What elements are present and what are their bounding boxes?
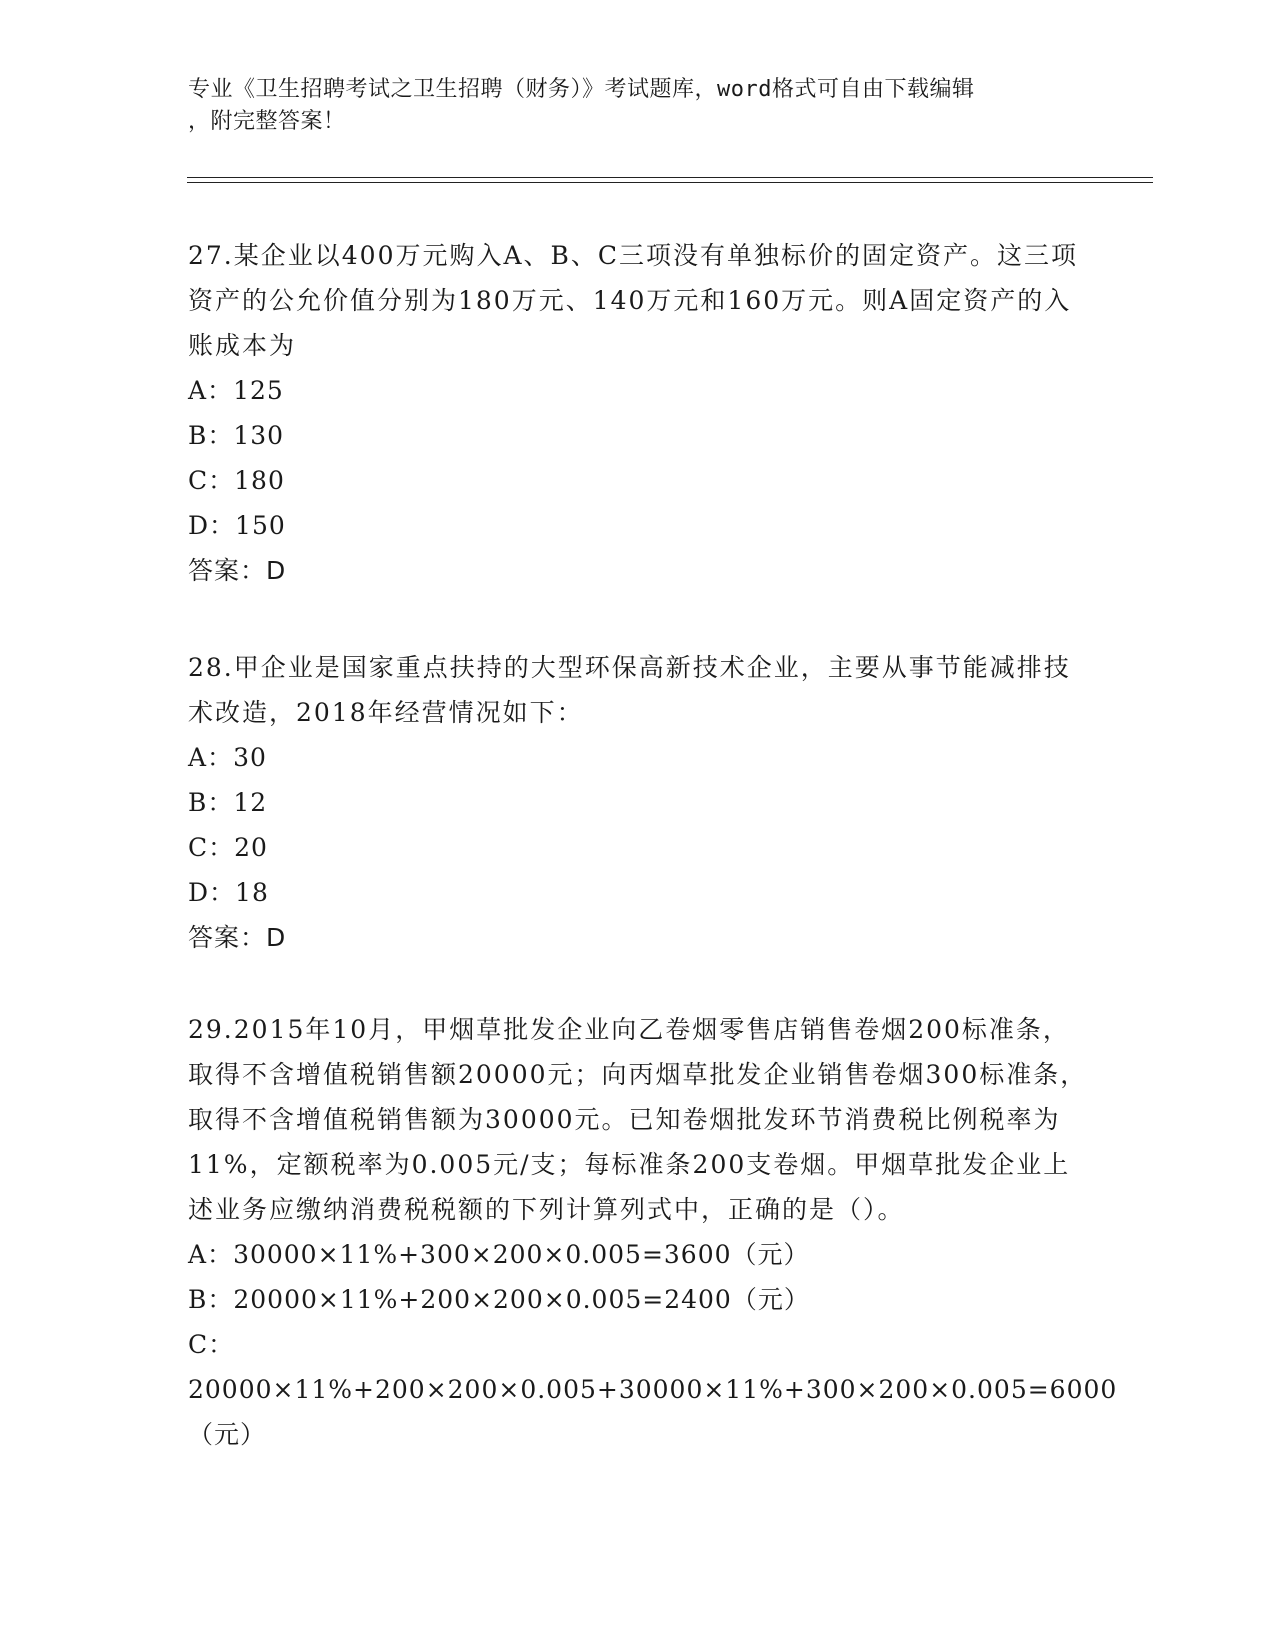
option-c [188,1322,1118,1457]
option-label: B： [188,788,234,817]
answer: 答案：D [188,556,287,585]
header-line-2: ，附完整答案！ [188,109,346,134]
header-rule-top [187,177,1153,178]
question-stem: 29.2015年10月，甲烟草批发企业向乙卷烟零售店销售卷烟200标准条，取得不含增值税销售额20000元；向丙烟草批发企业销售卷烟300标准条，取得不含增值税销售额为30000元。已知卷烟批发环节消费税比例税率为11%，定额税率为0.005元/支；每标准条200支卷烟。甲烟草批发企业上述业务应缴纳消费税税额的下列计算列式中，正确的是（）。 [188,1015,1088,1224]
question-28 [188,645,1088,960]
option-label: C： [188,466,235,495]
header-rule-bottom [187,182,1153,183]
document-header [188,74,1068,138]
option-value: 20000×11%+200×200×0.005=2400（元） [233,1285,810,1314]
question-stem: 28.甲企业是国家重点扶持的大型环保高新技术企业，主要从事节能减排技术改造，2018年经营情况如下： [188,653,1071,727]
question-29 [188,1007,1118,1457]
option-a [188,368,1088,413]
answer: 答案：D [188,923,287,952]
option-value: 18 [235,878,269,907]
option-d [188,870,1088,915]
question-stem: 27.某企业以400万元购入A、B、C三项没有单独标价的固定资产。这三项资产的公允价值分别为180万元、140万元和160万元。则A固定资产的入账成本为 [188,241,1079,360]
option-value: 130 [233,421,285,450]
option-label: A： [188,743,234,772]
option-value: 180 [234,466,285,495]
option-value: 125 [233,376,284,405]
option-b [188,1277,1088,1322]
option-c [188,825,1088,870]
option-label: D： [188,511,236,540]
option-value: 20000×11%+200×200×0.005+30000×11%+300×200×0.005=6000（元） [188,1375,1118,1449]
option-label: B： [188,1285,234,1314]
option-value: 12 [233,788,268,817]
option-value: 150 [235,511,286,540]
option-label: D： [188,878,236,907]
option-label: C： [188,833,235,862]
option-label: A： [188,376,234,405]
option-label: B： [188,421,234,450]
header-line-1: 专业《卫生招聘考试之卫生招聘（财务）》考试题库，word格式可自由下载编辑 [188,77,975,102]
option-a [188,735,1088,780]
option-b [188,780,1088,825]
option-label: C： [188,1330,235,1359]
option-c [188,458,1088,503]
question-27 [188,233,1088,593]
option-b [188,413,1088,458]
option-value: 30000×11%+300×200×0.005=3600（元） [233,1240,810,1269]
option-a [188,1232,1088,1277]
option-value: 20 [234,833,268,862]
option-label: A： [188,1240,234,1269]
option-d [188,503,1088,548]
option-value: 30 [233,743,267,772]
